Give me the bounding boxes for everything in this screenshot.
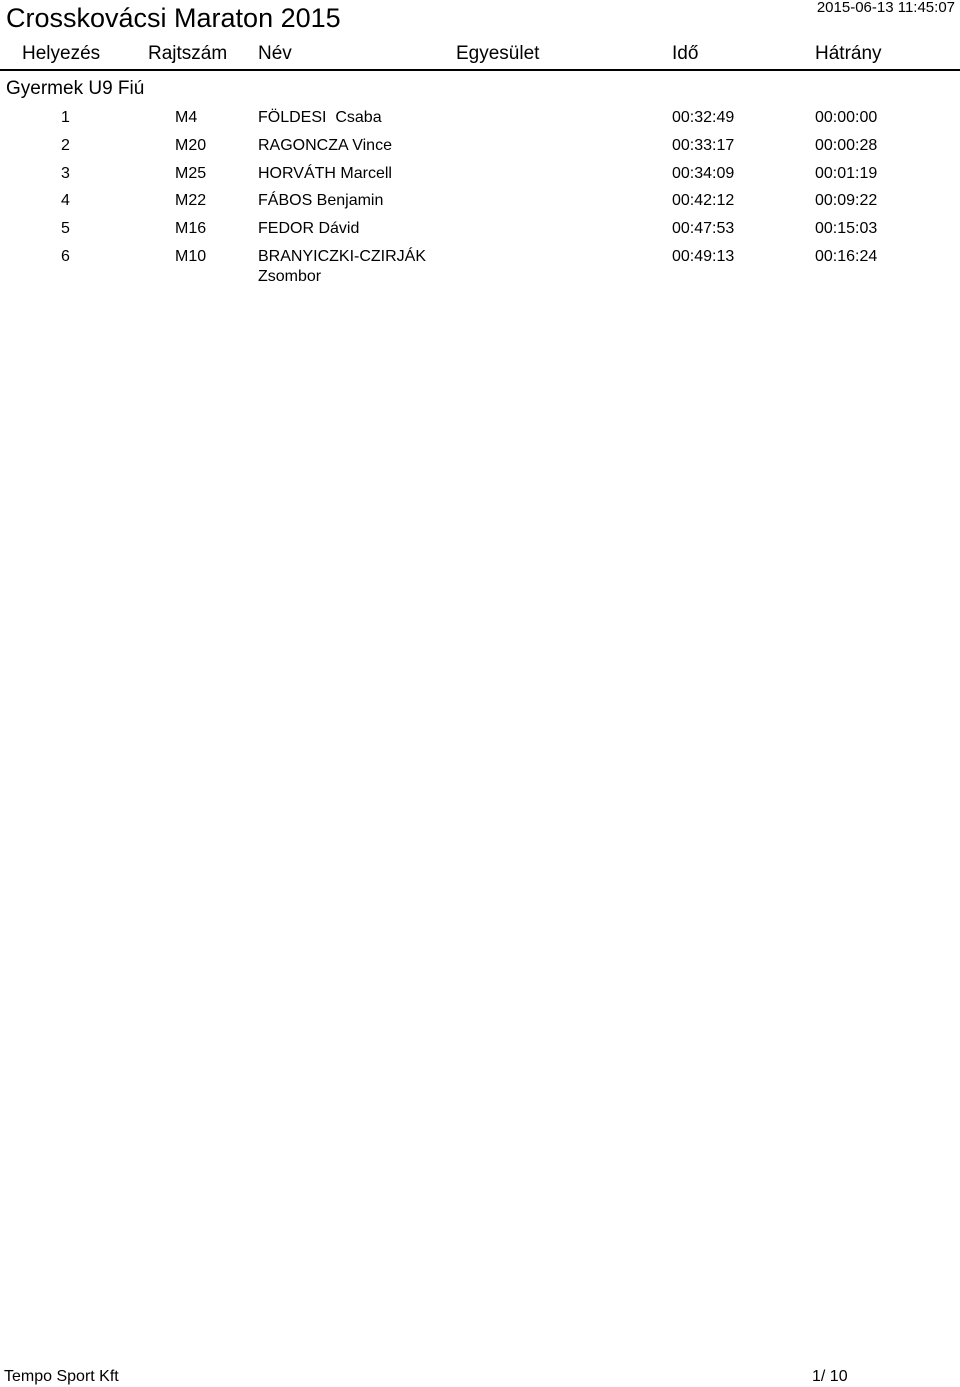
column-header-club: Egyesület <box>456 43 540 64</box>
name-cell: FÖLDESI Csaba <box>258 109 382 126</box>
table-row <box>0 108 960 136</box>
gap-cell: 00:09:22 <box>815 192 878 210</box>
name-cell: RAGONCZA Vince <box>258 136 392 154</box>
place-cell: 5 <box>61 220 70 238</box>
place-cell: 2 <box>61 136 70 154</box>
category-heading: Gyermek U9 Fiú <box>6 78 145 99</box>
results-table <box>0 108 960 295</box>
time-cell: 00:34:09 <box>672 164 735 182</box>
footer-page-number: 1/ 10 <box>812 1368 848 1385</box>
time-cell: 00:32:49 <box>672 109 735 126</box>
page-title: Crosskovácsi Maraton 2015 <box>6 3 341 33</box>
gap-cell: 00:00:00 <box>815 109 878 126</box>
bib-cell: M20 <box>175 136 207 154</box>
place-cell: 6 <box>61 247 70 265</box>
gap-cell: 00:16:24 <box>815 247 878 265</box>
time-cell: 00:33:17 <box>672 136 735 154</box>
bib-cell: M25 <box>175 164 207 182</box>
table-row <box>0 136 960 164</box>
time-cell: 00:49:13 <box>672 247 735 265</box>
bib-cell: M16 <box>175 220 207 238</box>
bib-cell: M4 <box>175 109 198 126</box>
column-header-place: Helyezés <box>22 43 101 64</box>
name-cell: FEDOR Dávid <box>258 220 360 238</box>
bib-cell: M10 <box>175 247 207 265</box>
column-header-row <box>0 41 960 69</box>
column-header-bib: Rajtszám <box>148 43 228 64</box>
place-cell: 1 <box>61 109 70 126</box>
name-cell: FÁBOS Benjamin <box>258 192 384 210</box>
time-cell: 00:42:12 <box>672 192 735 210</box>
header-divider <box>0 69 960 71</box>
column-header-name: Név <box>258 43 292 64</box>
place-cell: 4 <box>61 192 70 210</box>
table-row <box>0 191 960 219</box>
table-row <box>0 247 960 295</box>
footer-company: Tempo Sport Kft <box>4 1368 119 1385</box>
gap-cell: 00:01:19 <box>815 164 878 182</box>
table-row <box>0 164 960 192</box>
gap-cell: 00:00:28 <box>815 136 878 154</box>
time-cell: 00:47:53 <box>672 220 735 238</box>
column-header-gap: Hátrány <box>815 43 882 64</box>
column-header-time: Idő <box>672 43 699 64</box>
name-cell: HORVÁTH Marcell <box>258 164 392 182</box>
bib-cell: M22 <box>175 192 207 210</box>
gap-cell: 00:15:03 <box>815 220 878 238</box>
table-row <box>0 219 960 247</box>
name-cell: BRANYICZKI-CZIRJÁK Zsombor <box>258 247 427 285</box>
place-cell: 3 <box>61 164 70 182</box>
print-timestamp: 2015-06-13 11:45:07 <box>816 0 955 16</box>
